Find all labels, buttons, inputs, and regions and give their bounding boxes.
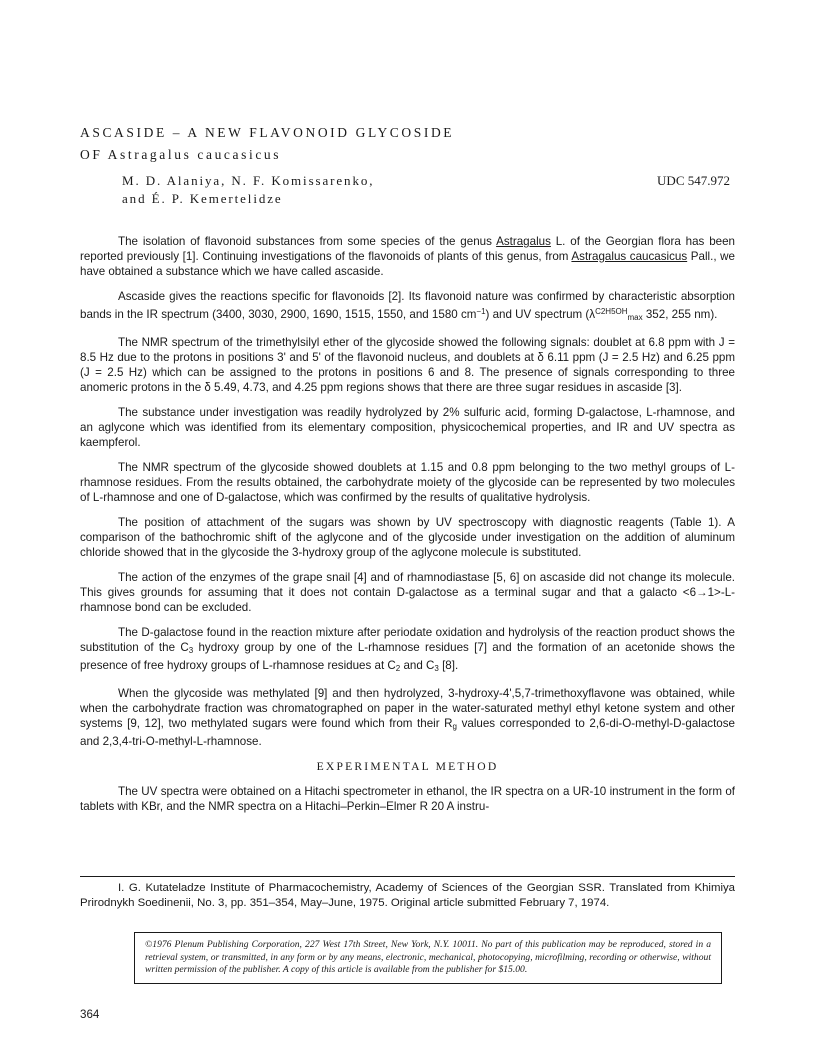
- p8-text-a: The D-galactose found in the reaction mixture after periodate oxidation and hydrolysis of the reaction product shows the substitution of the C: [80, 626, 735, 654]
- p2-text-a: Ascaside gives the reactions specific for flavonoids [2]. Its flavonoid nature was confirmed by characteristic absorption bands in the IR spectrum (3400, 3030, 2900, 1690, 1515, 1550, and 1580 cm: [80, 290, 735, 321]
- paragraph-8: [80, 625, 735, 676]
- author-list: [122, 172, 374, 208]
- paragraph-1: [80, 234, 735, 279]
- p1-genus-name: Astragalus: [496, 235, 551, 248]
- p2-superscript: −1: [476, 307, 486, 316]
- article-body: [80, 234, 735, 824]
- paragraph-10: The UV spectra were obtained on a Hitachi spectrometer in ethanol, the IR spectra on a UR-10 instrument in the form of tablets with KBr, and the NMR spectra on a Hitachi–Perkin–Elmer R 20 A instru-: [80, 785, 735, 813]
- p8-text-e: and C: [400, 659, 435, 672]
- footnote-divider: [80, 876, 735, 877]
- paragraph-9: [80, 686, 735, 749]
- title-line-2: OF Astragalus caucasicus: [80, 147, 282, 162]
- paragraph-4: The substance under investigation was readily hydrolyzed by 2% sulfuric acid, forming D-galactose, L-rhamnose, and an aglycone which was identified from its elementary composition, physicochemical properties, and IR and UV spectra as kaempferol.: [80, 406, 735, 449]
- p1-text-a: The isolation of flavonoid substances from some species of the genus: [118, 235, 497, 248]
- section-heading: EXPERIMENTAL METHOD: [316, 760, 499, 773]
- article-title: [80, 122, 454, 166]
- page-number: 364: [80, 1008, 100, 1021]
- p9-subscript: g: [452, 722, 457, 731]
- affiliation-footnote: I. G. Kutateladze Institute of Pharmacochemistry, Academy of Sciences of the Georgian SSR. Translated from Khimiya Prirodnykh Soedinenii, No. 3, pp. 351–354, May–June, 1975. Original article submitted February 7, 1974.: [80, 882, 735, 909]
- paragraph-3: The NMR spectrum of the trimethylsilyl ether of the glycoside showed the following signals: doublet at 6.8 ppm with J = 8.5 Hz due to the protons in positions 3' and 5' of the flavonoid nucleus, and doublets at δ 6.11 ppm (J = 2.5 Hz) and 6.25 ppm (J = 2.5 Hz) which can be assigned to the protons in positions 6 and 8. The presence of signals corresponding to three anomeric protons in the δ 5.49, 4.73, and 4.25 ppm regions shows that there are three sugar residues in ascaside [3].: [80, 336, 735, 394]
- p9-text-c: values corresponded to 2,6-di-O-methyl-D-galactose and 2,3,4-tri-O-methyl-L-rhamnose.: [80, 717, 736, 748]
- authors-line-2: and É. P. Kemertelidze: [122, 191, 283, 206]
- p8-subscript-2: 2: [395, 664, 401, 673]
- paragraph-2: [80, 289, 735, 325]
- udc-code: UDC 547.972: [657, 173, 730, 188]
- paragraph-5: The NMR spectrum of the glycoside showed doublets at 1.15 and 0.8 ppm belonging to the two methyl groups of L-rhamnose residues. From the results obtained, the carbohydrate moiety of the glycoside can be represented by two molecules of L-rhamnose and one of D-galactose, which was confirmed by the results of qualitative hydrolysis.: [80, 461, 735, 504]
- paragraph-7: The action of the enzymes of the grape snail [4] and of rhamnodiastase [5, 6] on ascaside did not change its molecule. This gives grounds for assuming that it does not contain D-galactose as a terminal sugar and that a galacto <6→1>-L-rhamnose bond can be excluded.: [80, 571, 735, 614]
- p8-text-c: hydroxy group by one of the L-rhamnose residues [7] and the formation of an acetonide shows the presence of free hydroxy groups of L-rhamnose residues at C: [80, 641, 735, 672]
- title-line-1: ASCASIDE – A NEW FLAVONOID GLYCOSIDE: [80, 125, 455, 140]
- p8-text-g: [8].: [438, 659, 459, 672]
- p1-text-e: Pall., we have obtained a substance which we have called ascaside.: [80, 250, 735, 278]
- p2-max-subscript: max: [627, 313, 643, 322]
- p1-text-c: L. of the Georgian flora has been reported previously [1]. Continuing investigations of the flavonoids of plants of this genus, from: [80, 235, 735, 263]
- copyright-notice: ©1976 Plenum Publishing Corporation, 227 West 17th Street, New York, N.Y. 10011. No part of this publication may be reproduced, stored in a retrieval system, or transmitted, in any form or by any means, electronic, mechanical, photocopying, microfilming, recording or otherwise, without written permission of the publisher. A copy of this article is available from the publisher for $15.00.: [134, 932, 722, 984]
- p8-subscript-1: 3: [188, 646, 194, 655]
- paragraph-6: The position of attachment of the sugars was shown by UV spectroscopy with diagnostic reagents (Table 1). A comparison of the bathochromic shift of the aglycone and of the glycoside under investigation on the addition of aluminum chloride showed that in the glycoside the 3-hydroxy group of the aglycone molecule is substituted.: [80, 516, 735, 559]
- p2-solvent-superscript: C2H5OH: [595, 307, 628, 316]
- authors-line-1: M. D. Alaniya, N. F. Komissarenko,: [122, 173, 375, 188]
- p9-text-a: When the glycoside was methylated [9] and then hydrolyzed, 3-hydroxy-4',5,7-trimethoxyflavone was obtained, while when the carbohydrate fraction was chromatographed on paper in the water-saturated methyl ethyl ketone system and other systems [9, 12], two methylated sugars were found which from their R: [80, 687, 735, 730]
- p8-subscript-3: 3: [434, 664, 439, 673]
- p2-text-f: 352, 255 nm).: [642, 308, 718, 321]
- p2-text-c: ) and UV spectrum (λ: [485, 308, 596, 321]
- p1-species-name: Astragalus caucasicus: [571, 250, 688, 263]
